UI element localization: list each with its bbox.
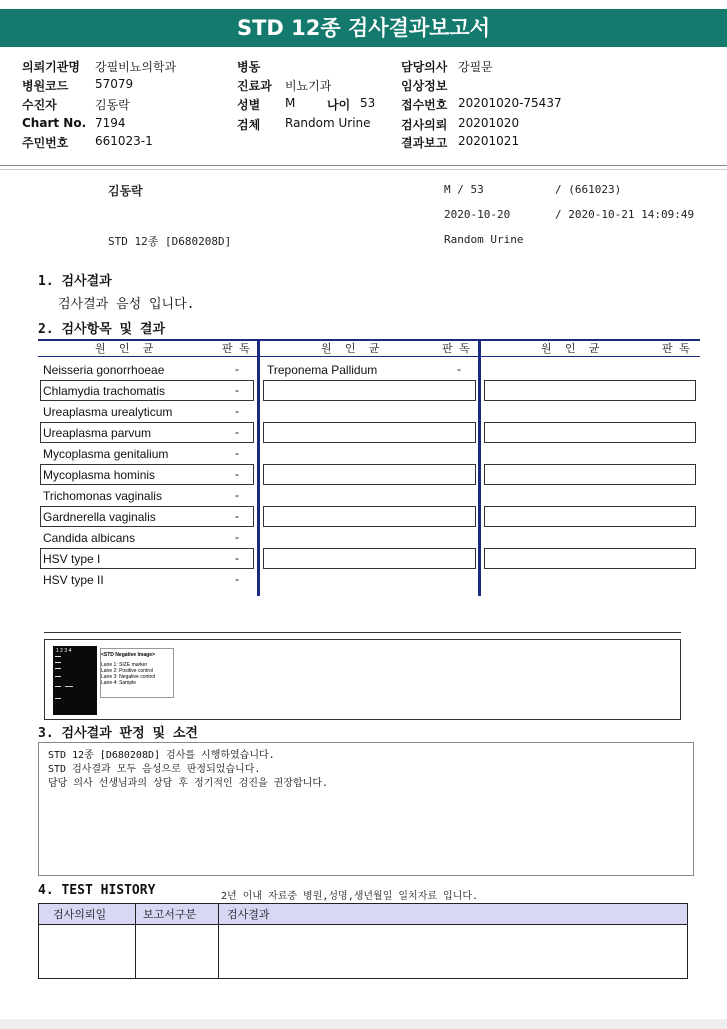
section4-note: 2년 이내 자료중 병원,성명,생년월일 일치자료 입니다.	[221, 891, 479, 902]
results-table	[38, 339, 700, 596]
pathogen-name: Neisseria gonorrhoeae	[43, 363, 165, 377]
pathogen-name: Chlamydia trachomatis	[43, 384, 166, 398]
summary-date-report: / 2020-10-21 14:09:49	[555, 208, 695, 221]
empty-row-box	[484, 422, 696, 443]
doctor-label: 담당의사	[401, 60, 448, 74]
rrn-value: 661023-1	[95, 134, 153, 148]
empty-row-box	[484, 380, 696, 401]
gel-lane-numbers: 1 2 3 4	[56, 648, 72, 654]
pathogen-result: -	[235, 572, 239, 586]
pathogen-name: Treponema Pallidum	[267, 363, 378, 377]
pathogen-name: Gardnerella vaginalis	[43, 510, 156, 524]
col2-pathogen-header: 원 인 균	[321, 342, 380, 355]
pathogen-result: -	[457, 362, 461, 376]
pathogen-result: -	[235, 446, 239, 460]
section1-title: 1. 검사결과	[38, 274, 112, 289]
ward-label: 병동	[237, 60, 261, 74]
empty-row-box	[263, 464, 476, 485]
section1-text: 검사결과 음성 입니다.	[58, 297, 195, 312]
summary-test: STD 12종 [D680208D]	[108, 235, 232, 248]
opinion-line: STD 검사결과 모두 음성으로 판정되었습니다.	[48, 764, 261, 775]
empty-row-box	[484, 548, 696, 569]
specimen-value: Random Urine	[285, 116, 371, 130]
patient-value: 김동락	[95, 98, 130, 112]
header-divider-2	[0, 169, 727, 170]
summary-name: 김동락	[108, 184, 143, 198]
empty-row-box	[263, 548, 476, 569]
pathogen-name: HSV type II	[43, 573, 104, 587]
rrn-label: 주민번호	[22, 136, 69, 150]
page-footer-band	[0, 1019, 727, 1029]
doctor-value: 강필문	[458, 60, 493, 74]
pathogen-result: -	[235, 509, 239, 523]
col2-result-header: 판 독	[442, 342, 470, 355]
table-col-divider-2	[478, 339, 481, 596]
empty-row-box	[484, 464, 696, 485]
pathogen-result: -	[235, 488, 239, 502]
institution-value: 강필비뇨의학과	[95, 60, 177, 74]
clinical-label: 임상정보	[401, 79, 448, 93]
sex-value: M	[285, 96, 296, 110]
image-top-line	[44, 632, 681, 633]
history-col-request-date: 검사의뢰일	[53, 908, 107, 921]
history-col-result: 검사결과	[227, 908, 270, 921]
history-divider	[135, 904, 136, 978]
section3-title: 3. 검사결과 판정 및 소견	[38, 726, 198, 741]
section2-title: 2. 검사항목 및 결과	[38, 322, 166, 337]
col3-pathogen-header: 원 인 균	[541, 342, 600, 355]
pathogen-result: -	[235, 404, 239, 418]
pathogen-name: Mycoplasma hominis	[43, 468, 156, 482]
pathogen-name: Ureaplasma parvum	[43, 426, 152, 440]
pathogen-result: -	[235, 383, 239, 397]
gel-image-title: <STD Negative Image>	[101, 652, 155, 658]
header-divider	[0, 165, 727, 166]
history-header-row	[39, 904, 687, 925]
patient-label: 수진자	[22, 98, 57, 112]
gel-legend-line: Lane 4: Sample	[101, 680, 137, 686]
pathogen-result: -	[235, 425, 239, 439]
age-value: 53	[360, 96, 376, 110]
history-divider	[218, 904, 219, 978]
report-value: 20201021	[458, 134, 520, 148]
age-label: 나이	[327, 98, 351, 112]
table-col-divider-1	[257, 339, 260, 596]
hospital-code-label: 병원코드	[22, 79, 69, 93]
history-table	[38, 903, 688, 979]
gel-legend-line: Lane 3: Negative control	[101, 674, 156, 680]
empty-row-box	[263, 506, 476, 527]
history-col-report-type: 보고서구분	[143, 908, 197, 921]
summary-specimen: Random Urine	[444, 233, 524, 246]
pathogen-name: Ureaplasma urealyticum	[43, 405, 173, 419]
empty-row-box	[263, 380, 476, 401]
hospital-code-value: 57079	[95, 77, 134, 91]
col3-result-header: 판 독	[662, 342, 690, 355]
pathogen-result: -	[235, 467, 239, 481]
summary-birth: / (661023)	[555, 183, 622, 196]
receipt-value: 20201020-75437	[458, 96, 562, 110]
gel-image	[53, 646, 97, 715]
summary-date-request: 2020-10-20	[444, 208, 511, 221]
pathogen-name: Candida albicans	[43, 531, 136, 545]
chart-label: Chart No.	[22, 116, 87, 130]
opinion-line: 담당 의사 선생님과의 상담 후 정기적인 검진을 권장합니다.	[48, 778, 329, 789]
gel-image-box	[44, 639, 681, 720]
section4-title: 4. TEST HISTORY	[38, 883, 156, 898]
col1-result-header: 판 독	[222, 342, 250, 355]
sex-label: 성별	[237, 98, 261, 112]
pathogen-result: -	[235, 530, 239, 544]
opinion-box	[38, 742, 694, 876]
col1-pathogen-header: 원 인 균	[95, 342, 154, 355]
summary-sex-age: M / 53	[444, 183, 484, 196]
gel-legend-line: Lane 1: SIZE marker	[101, 662, 148, 668]
receipt-label: 접수번호	[401, 98, 448, 112]
dept-label: 진료과	[237, 79, 272, 93]
pathogen-name: HSV type I	[43, 552, 101, 566]
specimen-label: 검체	[237, 118, 261, 132]
report-title: STD 12종 검사결과보고서	[0, 9, 727, 47]
empty-row-box	[484, 506, 696, 527]
request-label: 검사의뢰	[401, 118, 448, 132]
empty-row-box	[263, 422, 476, 443]
report-label: 결과보고	[401, 136, 448, 150]
pathogen-name: Trichomonas vaginalis	[43, 489, 162, 503]
table-header-line	[38, 356, 700, 357]
pathogen-result: -	[235, 362, 239, 376]
gel-legend-frame	[100, 648, 174, 698]
opinion-line: STD 12종 [D680208D] 검사를 시행하였습니다.	[48, 750, 275, 761]
gel-legend-line: Lane 2: Positive control	[101, 668, 153, 674]
pathogen-name: Mycoplasma genitalium	[43, 447, 169, 461]
dept-value: 비뇨기과	[285, 79, 332, 93]
institution-label: 의뢰기관명	[22, 60, 80, 74]
chart-value: 7194	[95, 116, 126, 130]
pathogen-result: -	[235, 551, 239, 565]
request-value: 20201020	[458, 116, 520, 130]
